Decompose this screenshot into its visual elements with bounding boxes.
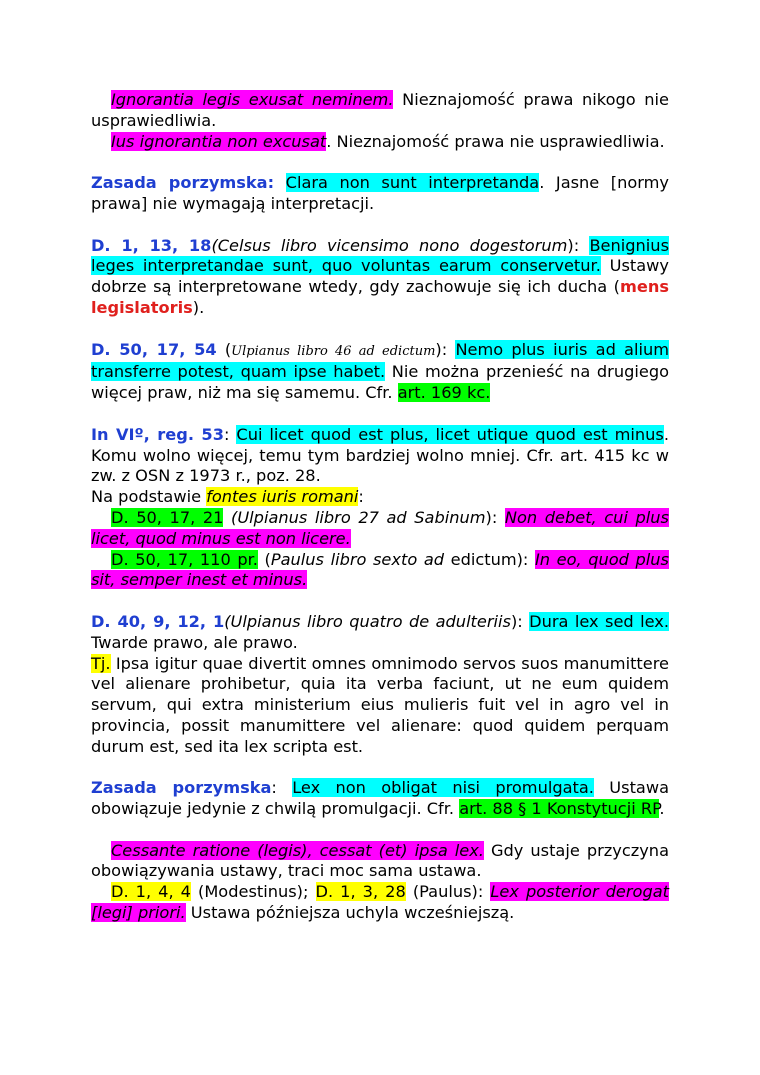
digest-reference: D. 40, 9, 12, 1 bbox=[91, 611, 225, 631]
source-citation: Paulus libro sexto ad bbox=[270, 549, 445, 569]
paragraph-nemo-plus bbox=[91, 340, 669, 404]
source-citation-end: ): bbox=[485, 507, 505, 527]
latin-maxim: In eo, quod plus sit, semper inest et minus. bbox=[91, 549, 669, 590]
source-citation: (Celsus libro vicensimo nono dogestorum bbox=[211, 235, 568, 255]
latin-maxim: Clara non sunt interpretanda bbox=[285, 173, 540, 193]
tj-label: Tj. bbox=[91, 653, 111, 673]
polish-translation: Ustawa obowiązuje jedynie z chwilą promulgacji. Cfr. bbox=[91, 778, 669, 819]
latin-maxim: Cessante ratione (legis), cessat (et) ipsa lex. bbox=[111, 840, 484, 860]
rule-reference: In VIº, reg. 53 bbox=[91, 424, 224, 444]
source-citation: (Ulpianus libro 27 ad Sabinum bbox=[223, 507, 486, 527]
paragraph-benignius bbox=[91, 236, 669, 319]
source-open: ( bbox=[216, 339, 232, 359]
polish-translation: Nieznajomość prawa nikogo nie usprawiedliwia. bbox=[91, 90, 670, 130]
intro-text: Na podstawie bbox=[91, 487, 207, 507]
colon: : bbox=[271, 778, 293, 798]
article-reference: art. 88 § 1 Konstytucji RP bbox=[459, 799, 660, 819]
colon: : bbox=[223, 424, 230, 444]
latin-maxim: Ignorantia legis exusat neminem. bbox=[111, 90, 394, 109]
polish-translation: . Nieznajomość prawa nie usprawiedliwia. bbox=[326, 131, 665, 151]
latin-maxim: Nemo plus iuris ad alium transferre potest, quam ipse habet. bbox=[91, 339, 670, 382]
principle-label: Zasada porzymska: bbox=[91, 173, 275, 193]
source-citation: (Ulpianus libro quatro de adulteriis bbox=[224, 611, 511, 631]
paragraph-cessante bbox=[91, 841, 669, 924]
mens-legislatoris: mens legislatoris bbox=[91, 277, 669, 317]
digest-reference: D. 1, 4, 4 bbox=[111, 882, 191, 902]
digest-reference: D. 50, 17, 110 pr. bbox=[111, 549, 258, 569]
digest-reference: D. 1, 3, 28 bbox=[315, 882, 406, 902]
latin-maxim: Lex non obligat nisi promulgata. bbox=[292, 778, 594, 798]
paragraph-ignorantia bbox=[91, 90, 669, 152]
latin-maxim: Ius ignorantia non excusat bbox=[111, 131, 327, 151]
fontes-label: fontes iuris romani bbox=[206, 487, 359, 507]
digest-reference: D. 1, 13, 18 bbox=[91, 235, 212, 255]
polish-translation: . Komu wolno więcej, temu tym bardziej wolno mniej. Cfr. art. 415 kc w zw. z OSN z 1973 r., poz. 28. bbox=[91, 424, 669, 486]
article-reference: art. 169 kc. bbox=[397, 383, 491, 403]
source-citation-end: edictum): bbox=[444, 549, 535, 569]
period: . bbox=[659, 799, 665, 819]
latin-maxim: Benignius leges interpretandae sunt, quo voluntas earum conservetur. bbox=[91, 235, 669, 276]
latin-maxim: Cui licet quod est plus, licet utique quod est minus bbox=[236, 424, 664, 444]
colon: : bbox=[358, 487, 364, 507]
paragraph-cui-licet bbox=[91, 425, 669, 591]
polish-translation: Twarde prawo, ale prawo. bbox=[91, 632, 298, 652]
source-citation: (Modestinus); bbox=[190, 882, 316, 902]
principle-label: Zasada porzymska bbox=[91, 778, 272, 798]
polish-translation: Gdy ustaje przyczyna obowiązywania ustawy, traci moc sama ustawa. bbox=[91, 840, 669, 881]
source-open: ( bbox=[257, 549, 271, 569]
paragraph-dura-lex bbox=[91, 612, 669, 758]
latin-quote: Ipsa igitur quae divertit omnes omnimodo servos suos manumittere vel alienare prohibetur, quia ita verba faciunt, ut ne eum quidem servum, qui extra ministerium eius mulieris fuit vel in agro vel in provincia, possit manumittere vel alienare: quod quidem perquam durum est, sed ita lex scripta est. bbox=[91, 653, 669, 756]
polish-translation: Ustawy dobrze są interpretowane wtedy, gdy zachowuje się ich ducha ( bbox=[91, 256, 669, 297]
polish-translation: . Jasne [normy prawa] nie wymagają interpretacji. bbox=[91, 173, 669, 213]
digest-reference: D. 50, 17, 54 bbox=[91, 339, 217, 359]
paragraph-clara bbox=[91, 173, 669, 215]
latin-maxim: Non debet, cui plus licet, quod minus est non licere. bbox=[91, 507, 669, 548]
polish-translation: Ustawa późniejsza uchyla wcześniejszą. bbox=[185, 903, 515, 923]
source-citation-end: ): bbox=[567, 235, 580, 255]
latin-maxim: Lex posterior derogat [legi] priori. bbox=[91, 882, 669, 923]
latin-maxim: Dura lex sed lex. bbox=[529, 611, 669, 631]
digest-reference: D. 50, 17, 21 bbox=[111, 507, 224, 527]
paragraph-lex-non-obligat bbox=[91, 778, 669, 820]
source-citation: Ulpianus libro 46 ad edictum bbox=[231, 343, 436, 359]
source-citation-end: ): bbox=[510, 611, 530, 631]
source-citation: (Paulus): bbox=[405, 882, 491, 902]
document-page bbox=[91, 90, 669, 924]
closing-paren: ). bbox=[192, 297, 205, 317]
source-citation-end: ): bbox=[435, 339, 448, 359]
polish-translation: Nie można przenieść na drugiego więcej praw, niż ma się samemu. Cfr. bbox=[91, 362, 669, 403]
